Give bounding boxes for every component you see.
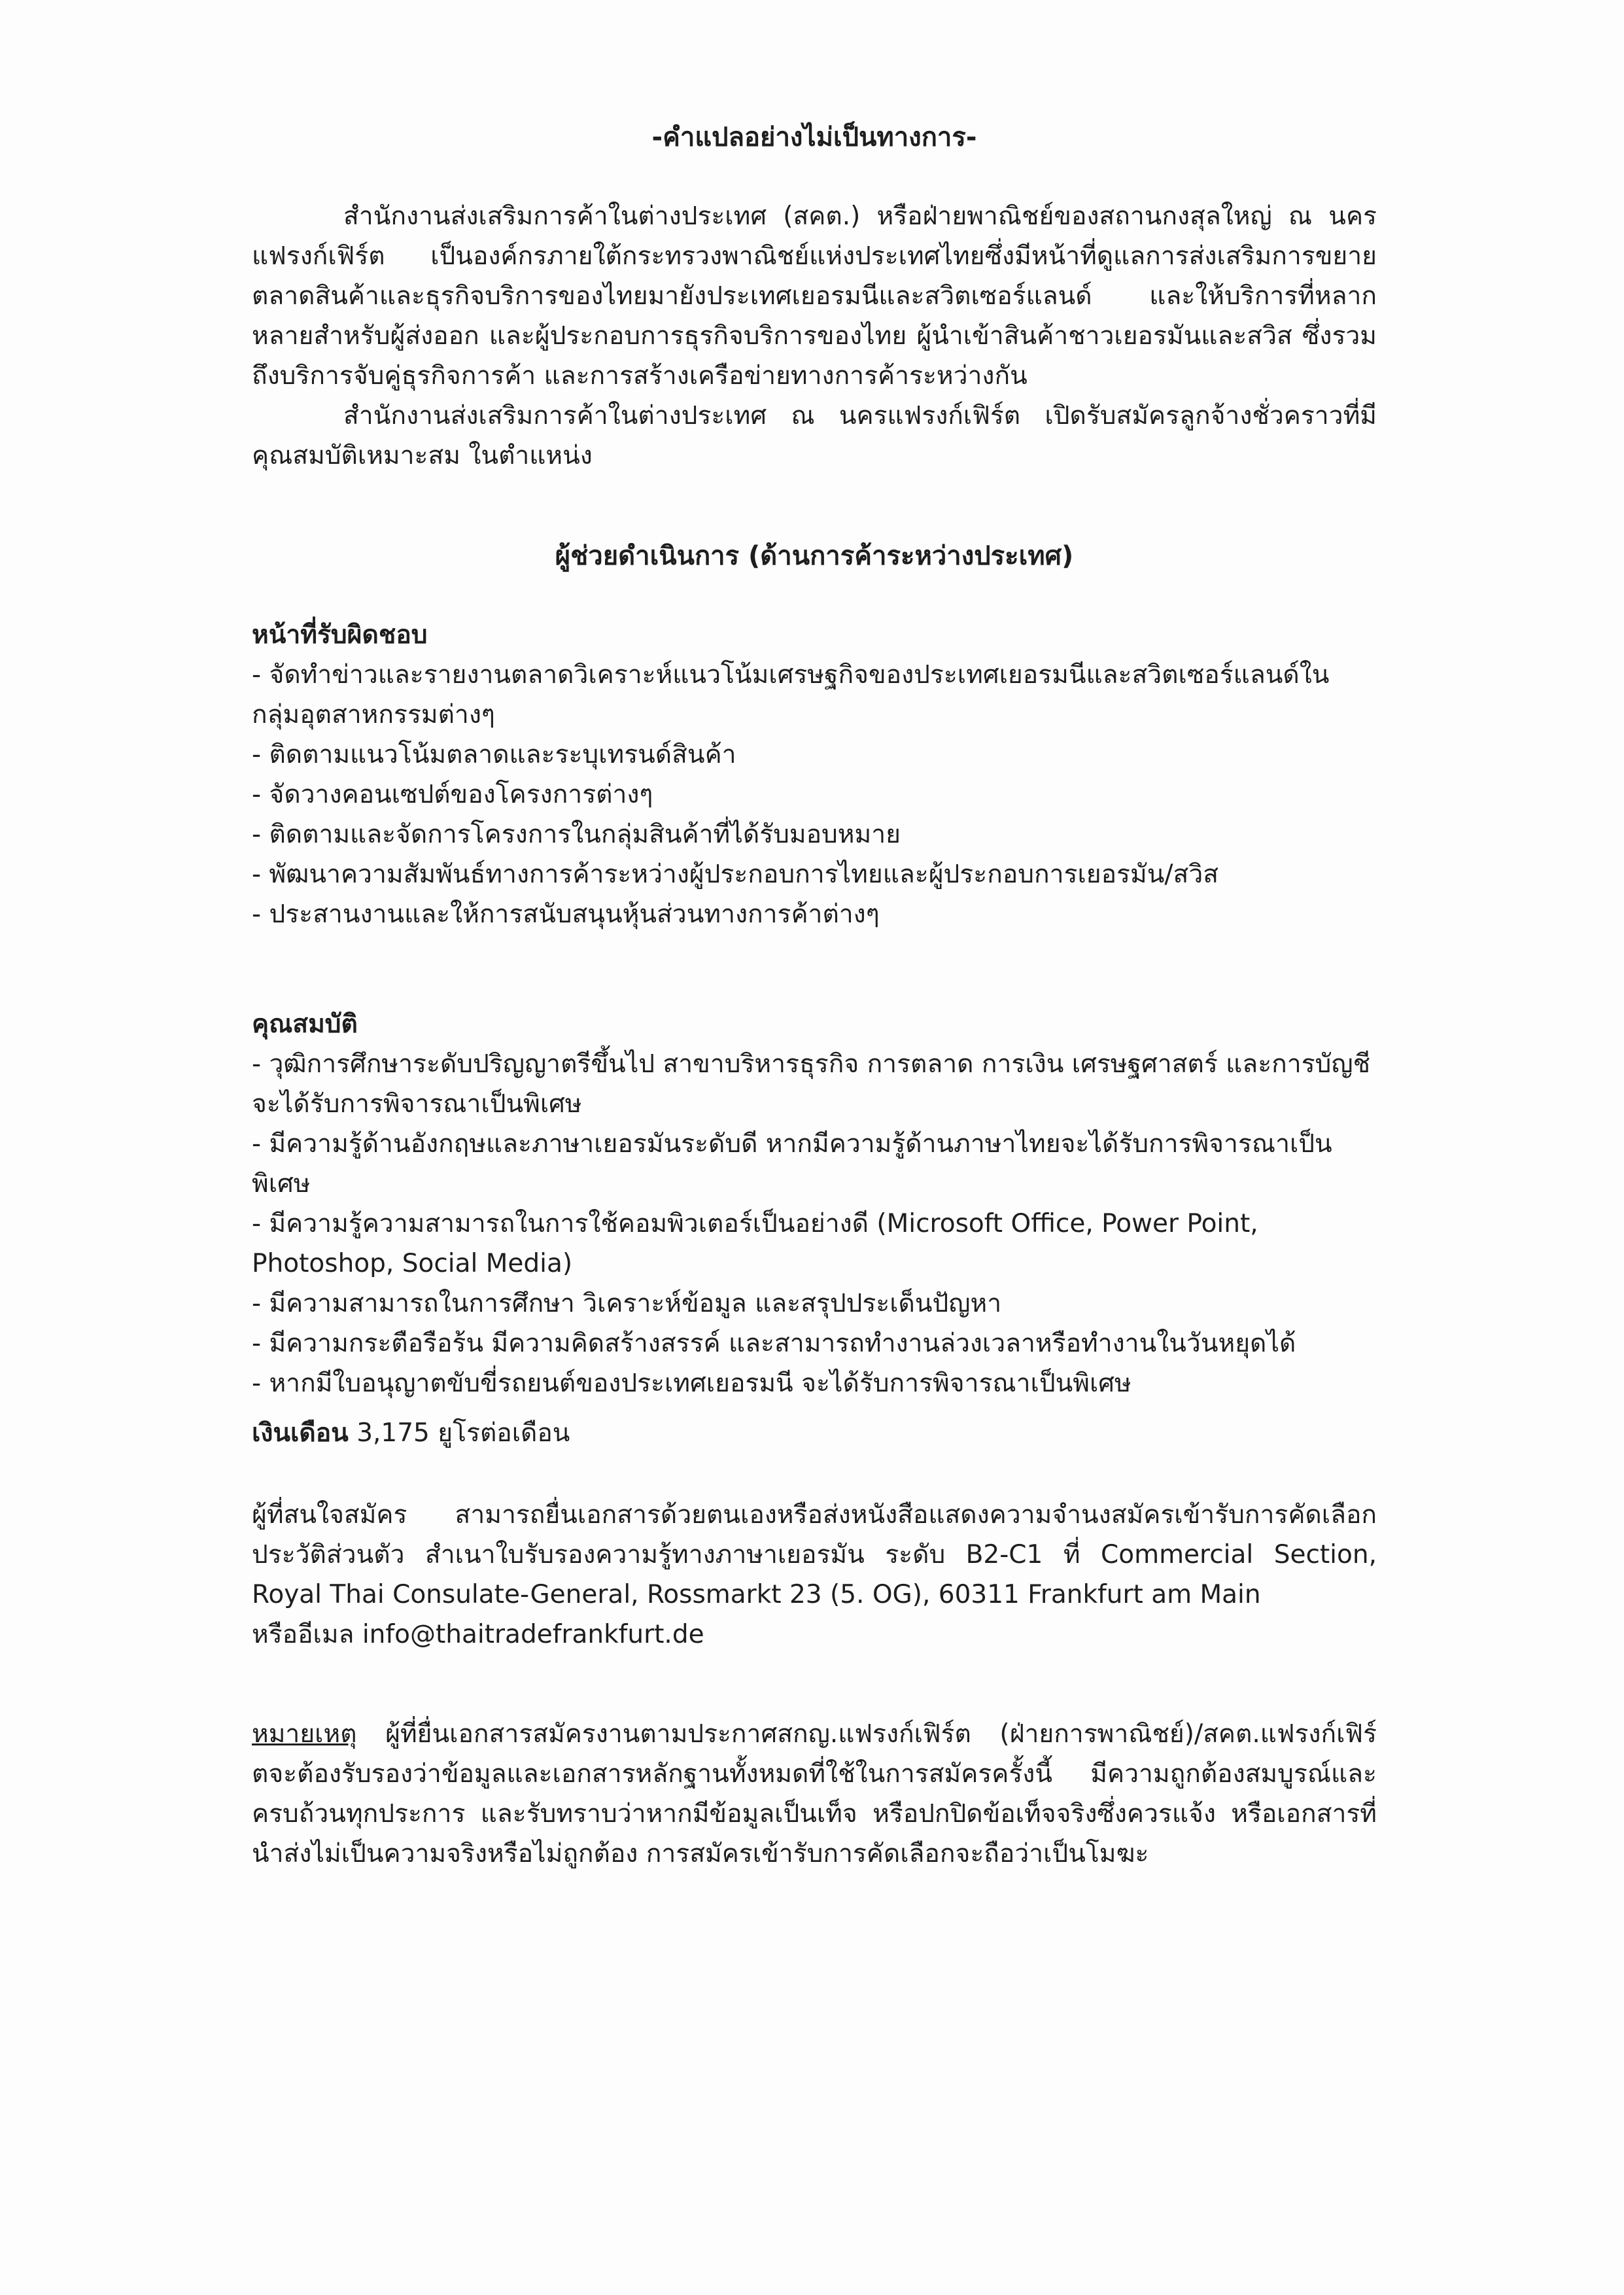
responsibility-item: - จัดวางคอนเซปต์ของโครงการต่างๆ [252, 780, 653, 809]
responsibilities-section [252, 615, 1377, 934]
salary-line [252, 1413, 1377, 1453]
qualification-item: - วุฒิการศึกษาระดับปริญญาตรีขึ้นไป สาขาบริหารธุรกิจ การตลาด การเงิน เศรษฐศาสตร์ และการบัญชี จะได้รับการพิจารณาเป็นพิเศษ [252, 1049, 1371, 1119]
qualifications-heading: คุณสมบัติ [252, 1009, 358, 1039]
responsibility-item: - พัฒนาความสัมพันธ์ทางการค้าระหว่างผู้ประกอบการไทยและผู้ประกอบการเยอรมัน/สวิส [252, 860, 1219, 889]
qualification-item: - มีความสามารถในการศึกษา วิเคราะห์ข้อมูล และสรุปประเด็นปัญหา [252, 1289, 1002, 1318]
salary-value: 3,175 ยูโรต่อเดือน [356, 1418, 570, 1448]
responsibility-item: - ติดตามแนวโน้มตลาดและระบุเทรนด์สินค้า [252, 740, 736, 769]
document-title: -คำแปลอย่างไม่เป็นทางการ- [651, 122, 977, 152]
intro-paragraph-2: สำนักงานส่งเสริมการค้าในต่างประเทศ ณ นครแฟรงก์เฟิร์ต เปิดรับสมัครลูกจ้างชั่วคราวที่มีคุณสมบัติเหมาะสม ในตำแหน่ง [252, 401, 1377, 470]
responsibility-item: - ประสานงานและให้การสนับสนุนหุ้นส่วนทางการค้าต่างๆ [252, 900, 880, 929]
responsibilities-heading: หน้าที่รับผิดชอบ [252, 620, 428, 650]
note-text: ผู้ที่ยื่นเอกสารสมัครงานตามประกาศสกญ.แฟรงก์เฟิร์ต (ฝ่ายการพาณิชย์)/สคต.แฟรงก์เฟิร์ตจะต้องรับรองว่าข้อมูลและเอกสารหลักฐานทั้งหมดที่ใช้ในการสมัครครั้งนี้ มีความถูกต้องสมบูรณ์และครบถ้วนทุกประการ และรับทราบว่าหากมีข้อมูลเป็นเท็จ หรือปกปิดข้อเท็จจริงซึ่งควรแจ้ง หรือเอกสารที่นำส่งไม่เป็นความจริงหรือไม่ถูกต้อง การสมัครเข้ารับการคัดเลือกจะถือว่าเป็นโมฆะ [252, 1719, 1377, 1868]
intro-paragraph-1: สำนักงานส่งเสริมการค้าในต่างประเทศ (สคต.) หรือฝ่ายพาณิชย์ของสถานกงสุลใหญ่ ณ นครแฟรงก์เฟิร์ต เป็นองค์กรภายใต้กระทรวงพาณิชย์แห่งประเทศไทยซึ่งมีหน้าที่ดูแลการส่งเสริมการขยายตลาดสินค้าและธุรกิจบริการของไทยมายังประเทศเยอรมนีและสวิตเซอร์แลนด์ และให้บริการที่หลากหลายสำหรับผู้ส่งออก และผู้ประกอบการธุรกิจบริการของไทย ผู้นำเข้าสินค้าชาวเยอรมันและสวิส ซึ่งรวมถึงบริการจับคู่ธุรกิจการค้า และการสร้างเครือข่ายทางการค้าระหว่างกัน [252, 201, 1377, 391]
responsibility-item: - ติดตามและจัดการโครงการในกลุ่มสินค้าที่ได้รับมอบหมาย [252, 820, 901, 849]
position-title: ผู้ช่วยดำเนินการ (ด้านการค้าระหว่างประเทศ) [555, 541, 1074, 571]
qualification-item: - มีความรู้ความสามารถในการใช้คอมพิวเตอร์เป็นอย่างดี (Microsoft Office, Power Point, Photoshop, Social Media) [252, 1209, 1258, 1278]
application-email: หรืออีเมล info@thaitradefrankfurt.de [252, 1620, 704, 1649]
qualification-item: - หากมีใบอนุญาตขับขี่รถยนต์ของประเทศเยอรมนี จะได้รับการพิจารณาเป็นพิเศษ [252, 1369, 1132, 1398]
note-paragraph [252, 1714, 1377, 1874]
responsibility-item: - จัดทำข่าวและรายงานตลาดวิเคราะห์แนวโน้มเศรษฐกิจของประเทศเยอรมนีและสวิตเซอร์แลนด์ในกลุ่มอุตสาหกรรมต่างๆ [252, 660, 1330, 729]
application-paragraph: ผู้ที่สนใจสมัคร สามารถยื่นเอกสารด้วยตนเองหรือส่งหนังสือแสดงความจำนงสมัครเข้ารับการคัดเลือก ประวัติส่วนตัว สำเนาใบรับรองความรู้ทางภาษาเยอรมัน ระดับ B2-C1 ที่ Commercial Section, Royal Thai Consulate-General, Rossmarkt 23 (5. OG), 60311 Frankfurt am Main [252, 1500, 1377, 1609]
qualification-item: - มีความรู้ด้านอังกฤษและภาษาเยอรมันระดับดี หากมีความรู้ด้านภาษาไทยจะได้รับการพิจารณาเป็นพิเศษ [252, 1129, 1332, 1199]
qualifications-section [252, 1004, 1377, 1403]
note-label: หมายเหตุ [252, 1719, 357, 1749]
qualification-item: - มีความกระตือรือร้น มีความคิดสร้างสรรค์ และสามารถทำงานล่วงเวลาหรือทำงานในวันหยุดได้ [252, 1329, 1296, 1358]
salary-label: เงินเดือน [252, 1418, 349, 1448]
